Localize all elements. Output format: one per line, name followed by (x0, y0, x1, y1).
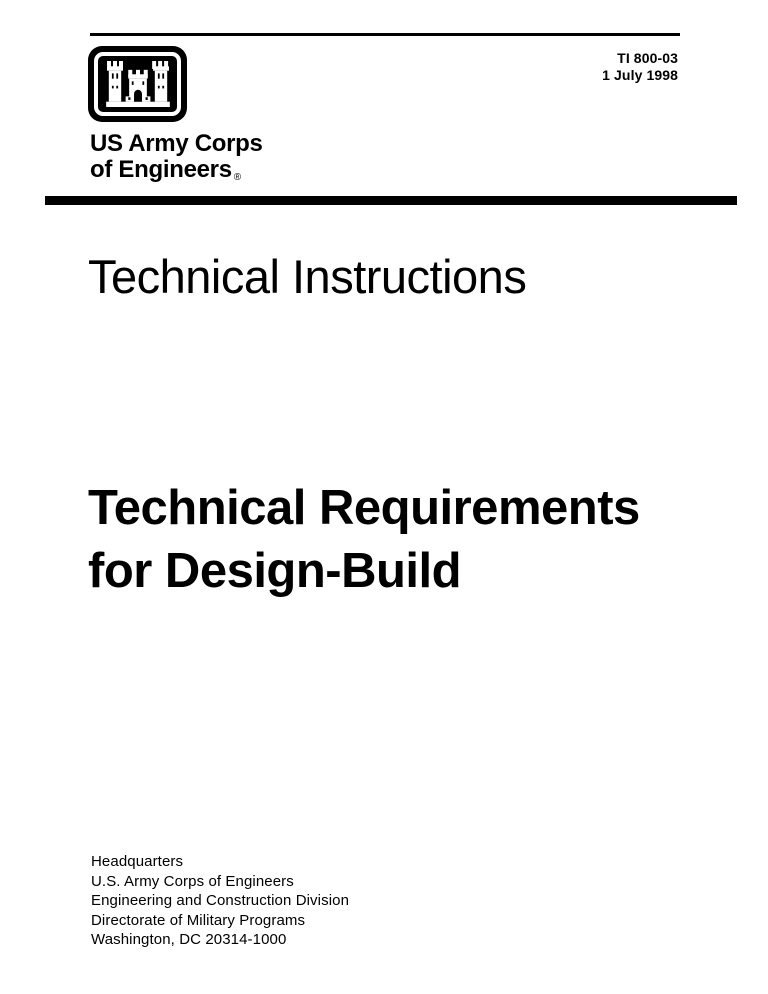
main-title (88, 477, 640, 603)
org-name-line-2: of Engineers ® (90, 156, 241, 183)
top-rule (90, 33, 680, 36)
publisher-address (91, 852, 349, 950)
address-line: Directorate of Military Programs (91, 911, 306, 929)
header-divider-bar (45, 196, 737, 205)
usace-logo-frame (94, 52, 181, 116)
usace-logo (88, 46, 187, 122)
series-title: Technical Instructions (88, 250, 527, 303)
doc-number: TI 800-03 (617, 50, 678, 66)
address-line: Engineering and Construction Division (91, 892, 350, 909)
doc-id-block (602, 50, 678, 84)
org-wordmark (90, 131, 263, 191)
address-line: Headquarters (91, 853, 184, 870)
usace-castle-icon (106, 61, 170, 107)
main-title-line-2: for Design-Build (88, 544, 462, 598)
registered-trademark: ® (233, 172, 241, 183)
doc-date: 1 July 1998 (602, 67, 678, 83)
address-line: Washington, DC 20314-1000 (91, 931, 287, 948)
address-line: U.S. Army Corps of Engineers (91, 872, 294, 890)
org-name-line-1: US Army Corps (90, 130, 263, 157)
main-title-line-1: Technical Requirements (88, 481, 640, 535)
